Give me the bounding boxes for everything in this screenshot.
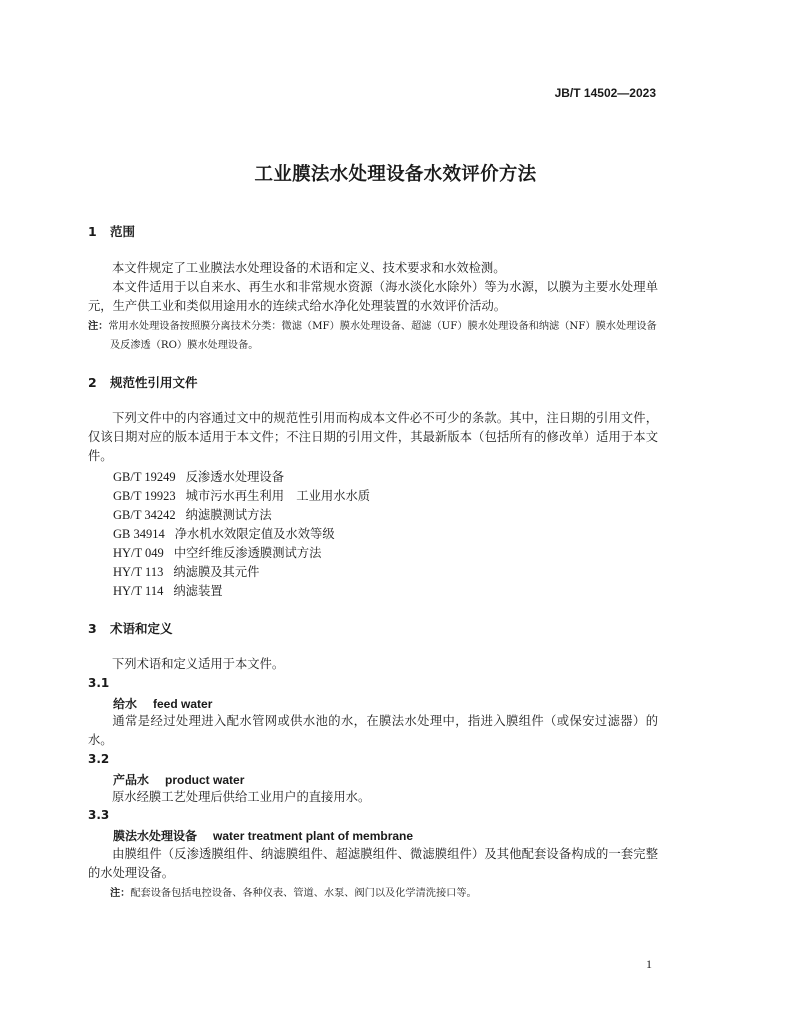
section-title: 规范性引用文件 xyxy=(110,375,198,390)
section-2-heading xyxy=(88,373,198,391)
reference-item xyxy=(113,562,259,580)
definition-text: 原水经膜工艺处理后供给工业用户的直接用水。 xyxy=(112,790,371,804)
reference-name: 纳滤膜测试方法 xyxy=(185,508,272,522)
note-label: 注： xyxy=(88,321,109,332)
section-title: 范围 xyxy=(110,224,136,239)
reference-code: GB/T 19923 xyxy=(113,489,176,503)
note-label: 注： xyxy=(110,888,131,899)
section-title: 术语和定义 xyxy=(110,621,173,636)
section-number: 1 xyxy=(88,224,97,239)
standard-number: JB/T 14502—2023 xyxy=(554,86,656,100)
reference-code: GB 34914 xyxy=(113,527,165,541)
term-definition xyxy=(88,712,658,750)
note-text: 常用水处理设备按照膜分离技术分类：微滤（MF）膜水处理设备、超滤（UF）膜水处理设备和纳滤（NF）膜水处理设备及反渗透（RO）膜水处理设备。 xyxy=(108,321,657,351)
reference-name: 城市污水再生利用 工业用水水质 xyxy=(185,489,371,503)
term-number: 3.1 xyxy=(88,676,110,690)
term-number: 3.3 xyxy=(88,808,110,822)
term-heading xyxy=(113,771,244,788)
reference-item xyxy=(113,467,284,485)
section-1-heading xyxy=(88,222,135,240)
reference-code: HY/T 114 xyxy=(113,584,164,598)
term-cn: 给水 xyxy=(113,697,138,711)
note xyxy=(88,884,658,903)
paragraph-text: 本文件规定了工业膜法水处理设备的术语和定义、技术要求和水效检测。 xyxy=(112,261,506,275)
term-heading xyxy=(113,695,212,712)
reference-name: 反渗透水处理设备 xyxy=(185,470,285,484)
reference-code: GB/T 19249 xyxy=(113,470,176,484)
reference-item xyxy=(113,486,370,504)
document-title: 工业膜法水处理设备水效评价方法 xyxy=(254,164,537,185)
term-en: feed water xyxy=(153,697,213,711)
reference-code: HY/T 049 xyxy=(113,546,164,560)
reference-item xyxy=(113,581,223,599)
paragraph-text: 下列文件中的内容通过文中的规范性引用而构成本文件必不可少的条款。其中，注日期的引用文件，仅该日期对应的版本适用于本文件；不注日期的引用文件，其最新版本（包括所有的修改单）适用于本文件。 xyxy=(88,411,658,463)
paragraph xyxy=(88,409,658,466)
section-3-heading xyxy=(88,619,173,637)
term-en: product water xyxy=(165,773,245,787)
term-heading xyxy=(113,827,413,844)
reference-name: 中空纤维反渗透膜测试方法 xyxy=(173,546,322,560)
reference-name: 纳滤膜及其元件 xyxy=(173,565,260,579)
section-number: 2 xyxy=(88,375,97,390)
term-cn: 膜法水处理设备 xyxy=(113,829,198,843)
reference-item xyxy=(113,524,335,542)
reference-code: GB/T 34242 xyxy=(113,508,176,522)
term-number: 3.2 xyxy=(88,752,110,766)
reference-item xyxy=(113,543,321,561)
section-number: 3 xyxy=(88,621,97,636)
definition-text: 通常是经过处理进入配水管网或供水池的水，在膜法水处理中，指进入膜组件（或保安过滤器）的水。 xyxy=(88,714,658,747)
note-text: 配套设备包括电控设备、各种仪表、管道、水泵、阀门以及化学清洗接口等。 xyxy=(130,888,477,899)
term-definition xyxy=(88,788,658,807)
definition-text: 由膜组件（反渗透膜组件、纳滤膜组件、超滤膜组件、微滤膜组件）及其他配套设备构成的一套完整的水处理设备。 xyxy=(88,847,658,880)
reference-item xyxy=(113,505,272,523)
paragraph xyxy=(88,278,658,316)
reference-name: 净水机水效限定值及水效等级 xyxy=(174,527,335,541)
paragraph-text: 下列术语和定义适用于本文件。 xyxy=(112,657,285,671)
paragraph-text: 本文件适用于以自来水、再生水和非常规水资源（海水淡化水除外）等为水源，以膜为主要水处理单元，生产供工业和类似用途用水的连续式给水净化处理装置的水效评价活动。 xyxy=(88,280,658,313)
term-cn: 产品水 xyxy=(113,773,150,787)
page-number: 1 xyxy=(646,957,652,971)
term-definition xyxy=(88,845,658,883)
term-en: water treatment plant of membrane xyxy=(213,829,414,843)
reference-name: 纳滤装置 xyxy=(173,584,223,598)
reference-code: HY/T 113 xyxy=(113,565,164,579)
paragraph xyxy=(88,655,658,674)
note xyxy=(88,317,658,355)
paragraph xyxy=(88,259,658,278)
